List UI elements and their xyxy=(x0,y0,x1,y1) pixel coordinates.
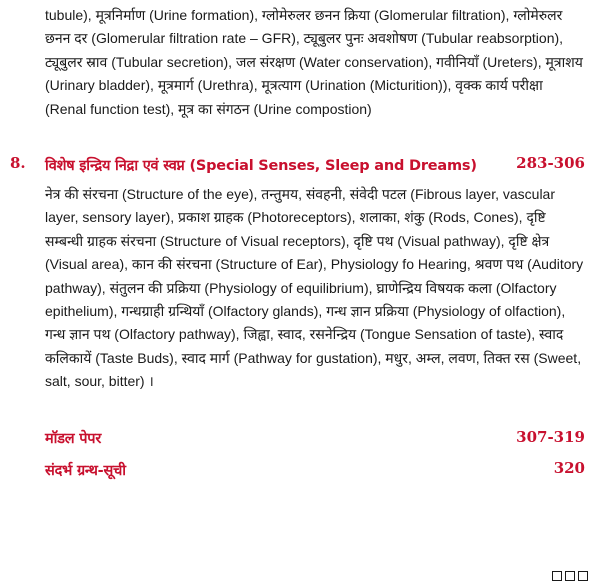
page-range-bibliography: 320 xyxy=(553,459,585,477)
end-of-section-marks xyxy=(552,571,588,581)
page-range-special-senses: 283-306 xyxy=(516,154,585,172)
section-heading-model-paper[interactable]: मॉडल पेपर xyxy=(45,431,102,447)
section-heading-special-senses[interactable]: विशेष इन्द्रिय निद्रा एवं स्वप्न (Special Senses, Sleep and Dreams) xyxy=(45,158,477,174)
section-number: 8. xyxy=(10,154,26,172)
square-mark-icon xyxy=(565,571,575,581)
page-range-model-paper: 307-319 xyxy=(516,428,585,446)
section-heading-bibliography[interactable]: संदर्भ ग्रन्थ-सूची xyxy=(45,463,126,479)
toc-paragraph-special-senses: नेत्र की संरचना (Structure of the eye), तन्तुमय, संवहनी, संवेदी पटल (Fibrous layer, vascular layer, sensory layer), प्रकाश ग्राहक (Photoreceptors), शलाका, शंकु (Rods, Cones), दृष्टि सम्बन्धी ग्राहक संरचना (Structure of Visual receptors), दृष्टि पथ (Visual pathway), दृष्टि क्षेत्र (Visual area), कान की संरचना (Structure of Ear), Physiology fo Hearing, श्रवण पथ (Auditory pathway), संतुलन की प्रक्रिया (Physiology of equilibrium), घ्राणेन्द्रिय विषयक कला (Olfactory epithelium), गन्धग्राही ग्रन्थियाँ (Olfactory glands), गन्ध ज्ञान प्रक्रिया (Physiology of olfaction), गन्ध ज्ञान पथ (Olfactory pathway), जिह्वा, स्वाद, रसनेन्द्रिय (Tongue Sensation of taste), स्वाद कलिकायें (Taste Buds), स्वाद मार्ग (Pathway for gustation), मधुर, अम्ल, लवण, तिक्त रस (Sweet, salt, sour, bitter) । xyxy=(45,186,584,390)
toc-paragraph-urinary: tubule), मूत्रनिर्माण (Urine formation), ग्लोमेरुलर छनन क्रिया (Glomerular filtration), ग्लोमेरुलर छनन दर (Glomerular filtration rate – GFR), ट्यूबुलर पुनः अवशोषण (Tubular reabsorption), ट्यूबुलर स्राव (Tubular secretion), जल संरक्षण (Water conservation), गवीनियाँ (Ureters), मूत्राशय (Urinary bladder), मूत्रमार्ग (Urethra), मूत्रत्याग (Urination (Micturition)), वृक्क कार्य परीक्षा (Renal function test), मूत्र का संगठन (Urine compostion) xyxy=(45,7,583,117)
square-mark-icon xyxy=(578,571,588,581)
square-mark-icon xyxy=(552,571,562,581)
